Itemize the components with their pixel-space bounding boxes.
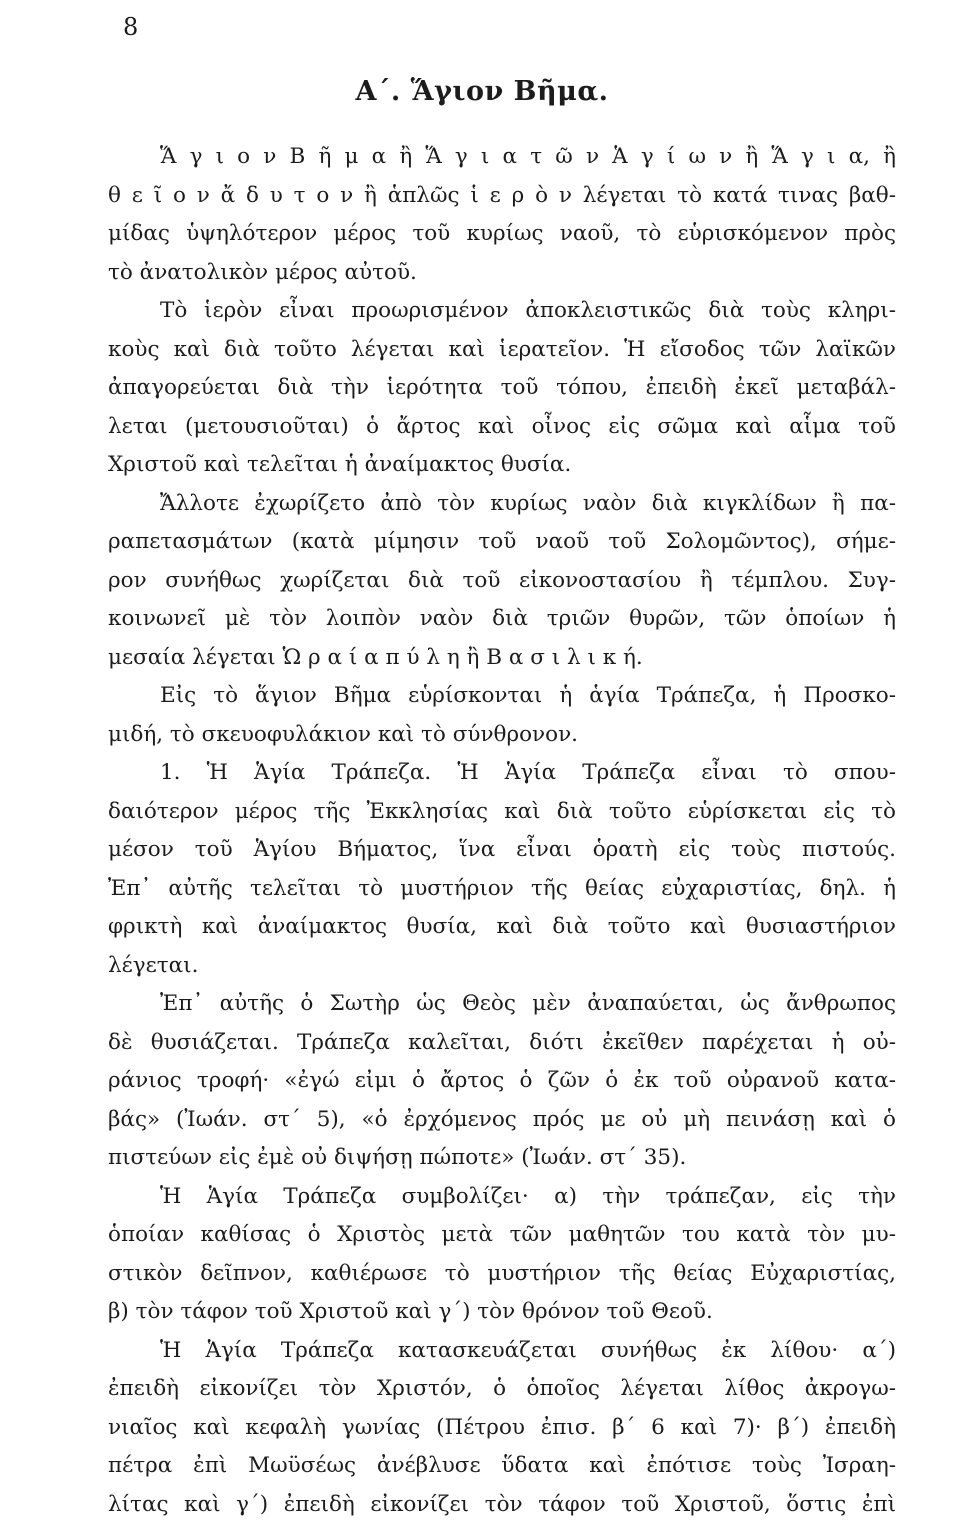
text-line: β) τὸν τάφον τοῦ Χριστοῦ καὶ γ΄) τὸν θρόνον τοῦ Θεοῦ. [108,1293,896,1332]
section-heading: Α΄. Ἅγιον Βῆμα. [0,76,964,107]
text-line: βάς» (Ἰωάν. στ΄ 5), «ὁ ἐρχόμενος πρός με οὐ μὴ πεινάσῃ καὶ ὁ [108,1101,896,1140]
text-line: ἀπαγορεύεται διὰ τὴν ἱερότητα τοῦ τόπου, ἐπειδὴ ἐκεῖ μεταβάλ- [108,369,896,408]
text-line: Ἡ Ἁγία Τράπεζα κατασκευάζεται συνήθως ἐκ λίθου· α΄) [108,1332,896,1371]
text-line: τὸ ἀνατολικὸν μέρος αὐτοῦ. [108,254,896,293]
text-line: Ἄλλοτε ἐχωρίζετο ἀπὸ τὸν κυρίως ναὸν διὰ κιγκλίδων ἢ πα- [108,485,896,524]
text-line: δαιότερον μέρος τῆς Ἐκκλησίας καὶ διὰ τοῦτο εὑρίσκεται εἰς τὸ [108,793,896,832]
text-line: λέγεται. [108,947,896,986]
text-line: Ἐπ᾿ αὐτῆς τελεῖται τὸ μυστήριον τῆς θείας εὐχαριστίας, δηλ. ἡ [108,870,896,909]
text-line: Εἰς τὸ ἅγιον Βῆμα εὑρίσκονται ἡ ἁγία Τράπεζα, ἡ Προσκο- [108,677,896,716]
text-line: ραπετασμάτων (κατὰ μίμησιν τοῦ ναοῦ τοῦ Σολομῶντος), σήμε- [108,523,896,562]
text-line: Τὸ ἱερὸν εἶναι προωρισμένον ἀποκλειστικῶς διὰ τοὺς κληρι- [108,292,896,331]
text-line: φρικτὴ καὶ ἀναίμακτος θυσία, καὶ διὰ τοῦτο καὶ θυσιαστήριον [108,908,896,947]
text-line: ρον συνήθως χωρίζεται διὰ τοῦ εἰκονοστασίου ἢ τέμπλου. Συγ- [108,562,896,601]
text-line: μίδας ὑψηλότερον μέρος τοῦ κυρίως ναοῦ, τὸ εὑρισκόμενον πρὸς [108,215,896,254]
text-line: Χριστοῦ καὶ τελεῖται ἡ ἀναίμακτος θυσία. [108,446,896,485]
text-line: μεσαία λέγεται Ὡ ρ α ί α π ύ λ η ἢ Β α σ ι λ ι κ ή. [108,639,896,678]
text-line: μιδή, τὸ σκευοφυλάκιον καὶ τὸ σύνθρονον. [108,716,896,755]
text-line: ράνιος τροφή· «ἐγώ εἰμι ὁ ἄρτος ὁ ζῶν ὁ ἐκ τοῦ οὐρανοῦ κατα- [108,1062,896,1101]
text-line: λεται (μετουσιοῦται) ὁ ἄρτος καὶ οἶνος εἰς σῶμα καὶ αἷμα τοῦ [108,408,896,447]
text-line: μέσον τοῦ Ἁγίου Βήματος, ἵνα εἶναι ὁρατὴ εἰς τοὺς πιστούς. [108,831,896,870]
text-line: ὁποίαν καθίσας ὁ Χριστὸς μετὰ τῶν μαθητῶν του κατὰ τὸν μυ- [108,1216,896,1255]
text-line: πιστεύων εἰς ἐμὲ οὐ διψήσῃ πώποτε» (Ἰωάν. στ΄ 35). [108,1139,896,1178]
text-line: δὲ θυσιάζεται. Τράπεζα καλεῖται, διότι ἐκεῖθεν παρέχεται ἡ οὐ- [108,1024,896,1063]
text-line: στικὸν δεῖπνον, καθιέρωσε τὸ μυστήριον τῆς θείας Εὐχαριστίας, [108,1255,896,1294]
text-line: λίτας καὶ γ΄) ἐπειδὴ εἰκονίζει τὸν τάφον τοῦ Χριστοῦ, ὅστις ἐπὶ [108,1486,896,1524]
text-line: Ἅ γ ι ο ν Β ῆ μ α ἢ Ἅ γ ι α τ ῶ ν Ἁ γ ί ω ν ἢ Ἅ γ ι α, ἢ [108,138,896,177]
page-number: 8 [123,12,138,42]
text-line: κοὺς καὶ διὰ τοῦτο λέγεται καὶ ἱερατεῖον. Ἡ εἴσοδος τῶν λαϊκῶν [108,331,896,370]
text-line: νιαῖος καὶ κεφαλὴ γωνίας (Πέτρου ἐπισ. β΄ 6 καὶ 7)· β΄) ἐπειδὴ [108,1409,896,1448]
body-text [108,138,896,1524]
text-line: ἐπειδὴ εἰκονίζει τὸν Χριστόν, ὁ ὁποῖος λέγεται λίθος ἀκρογω- [108,1370,896,1409]
text-line: Ἐπ᾿ αὐτῆς ὁ Σωτὴρ ὡς Θεὸς μὲν ἀναπαύεται, ὡς ἄνθρωπος [108,985,896,1024]
text-line: πέτρα ἐπὶ Μωϋσέως ἀνέβλυσε ὕδατα καὶ ἐπότισε τοὺς Ἰσραη- [108,1447,896,1486]
text-line: Ἡ Ἁγία Τράπεζα συμβολίζει· α) τὴν τράπεζαν, εἰς τὴν [108,1178,896,1217]
text-line: 1. Ἡ Ἁγία Τράπεζα. Ἡ Ἁγία Τράπεζα εἶναι τὸ σπου- [108,754,896,793]
text-line: θ ε ῖ ο ν ἄ δ υ τ ο ν ἢ ἁπλῶς ἱ ε ρ ὸ ν λέγεται τὸ κατά τινας βαθ- [108,177,896,216]
text-line: κοινωνεῖ μὲ τὸν λοιπὸν ναὸν διὰ τριῶν θυρῶν, τῶν ὁποίων ἡ [108,600,896,639]
